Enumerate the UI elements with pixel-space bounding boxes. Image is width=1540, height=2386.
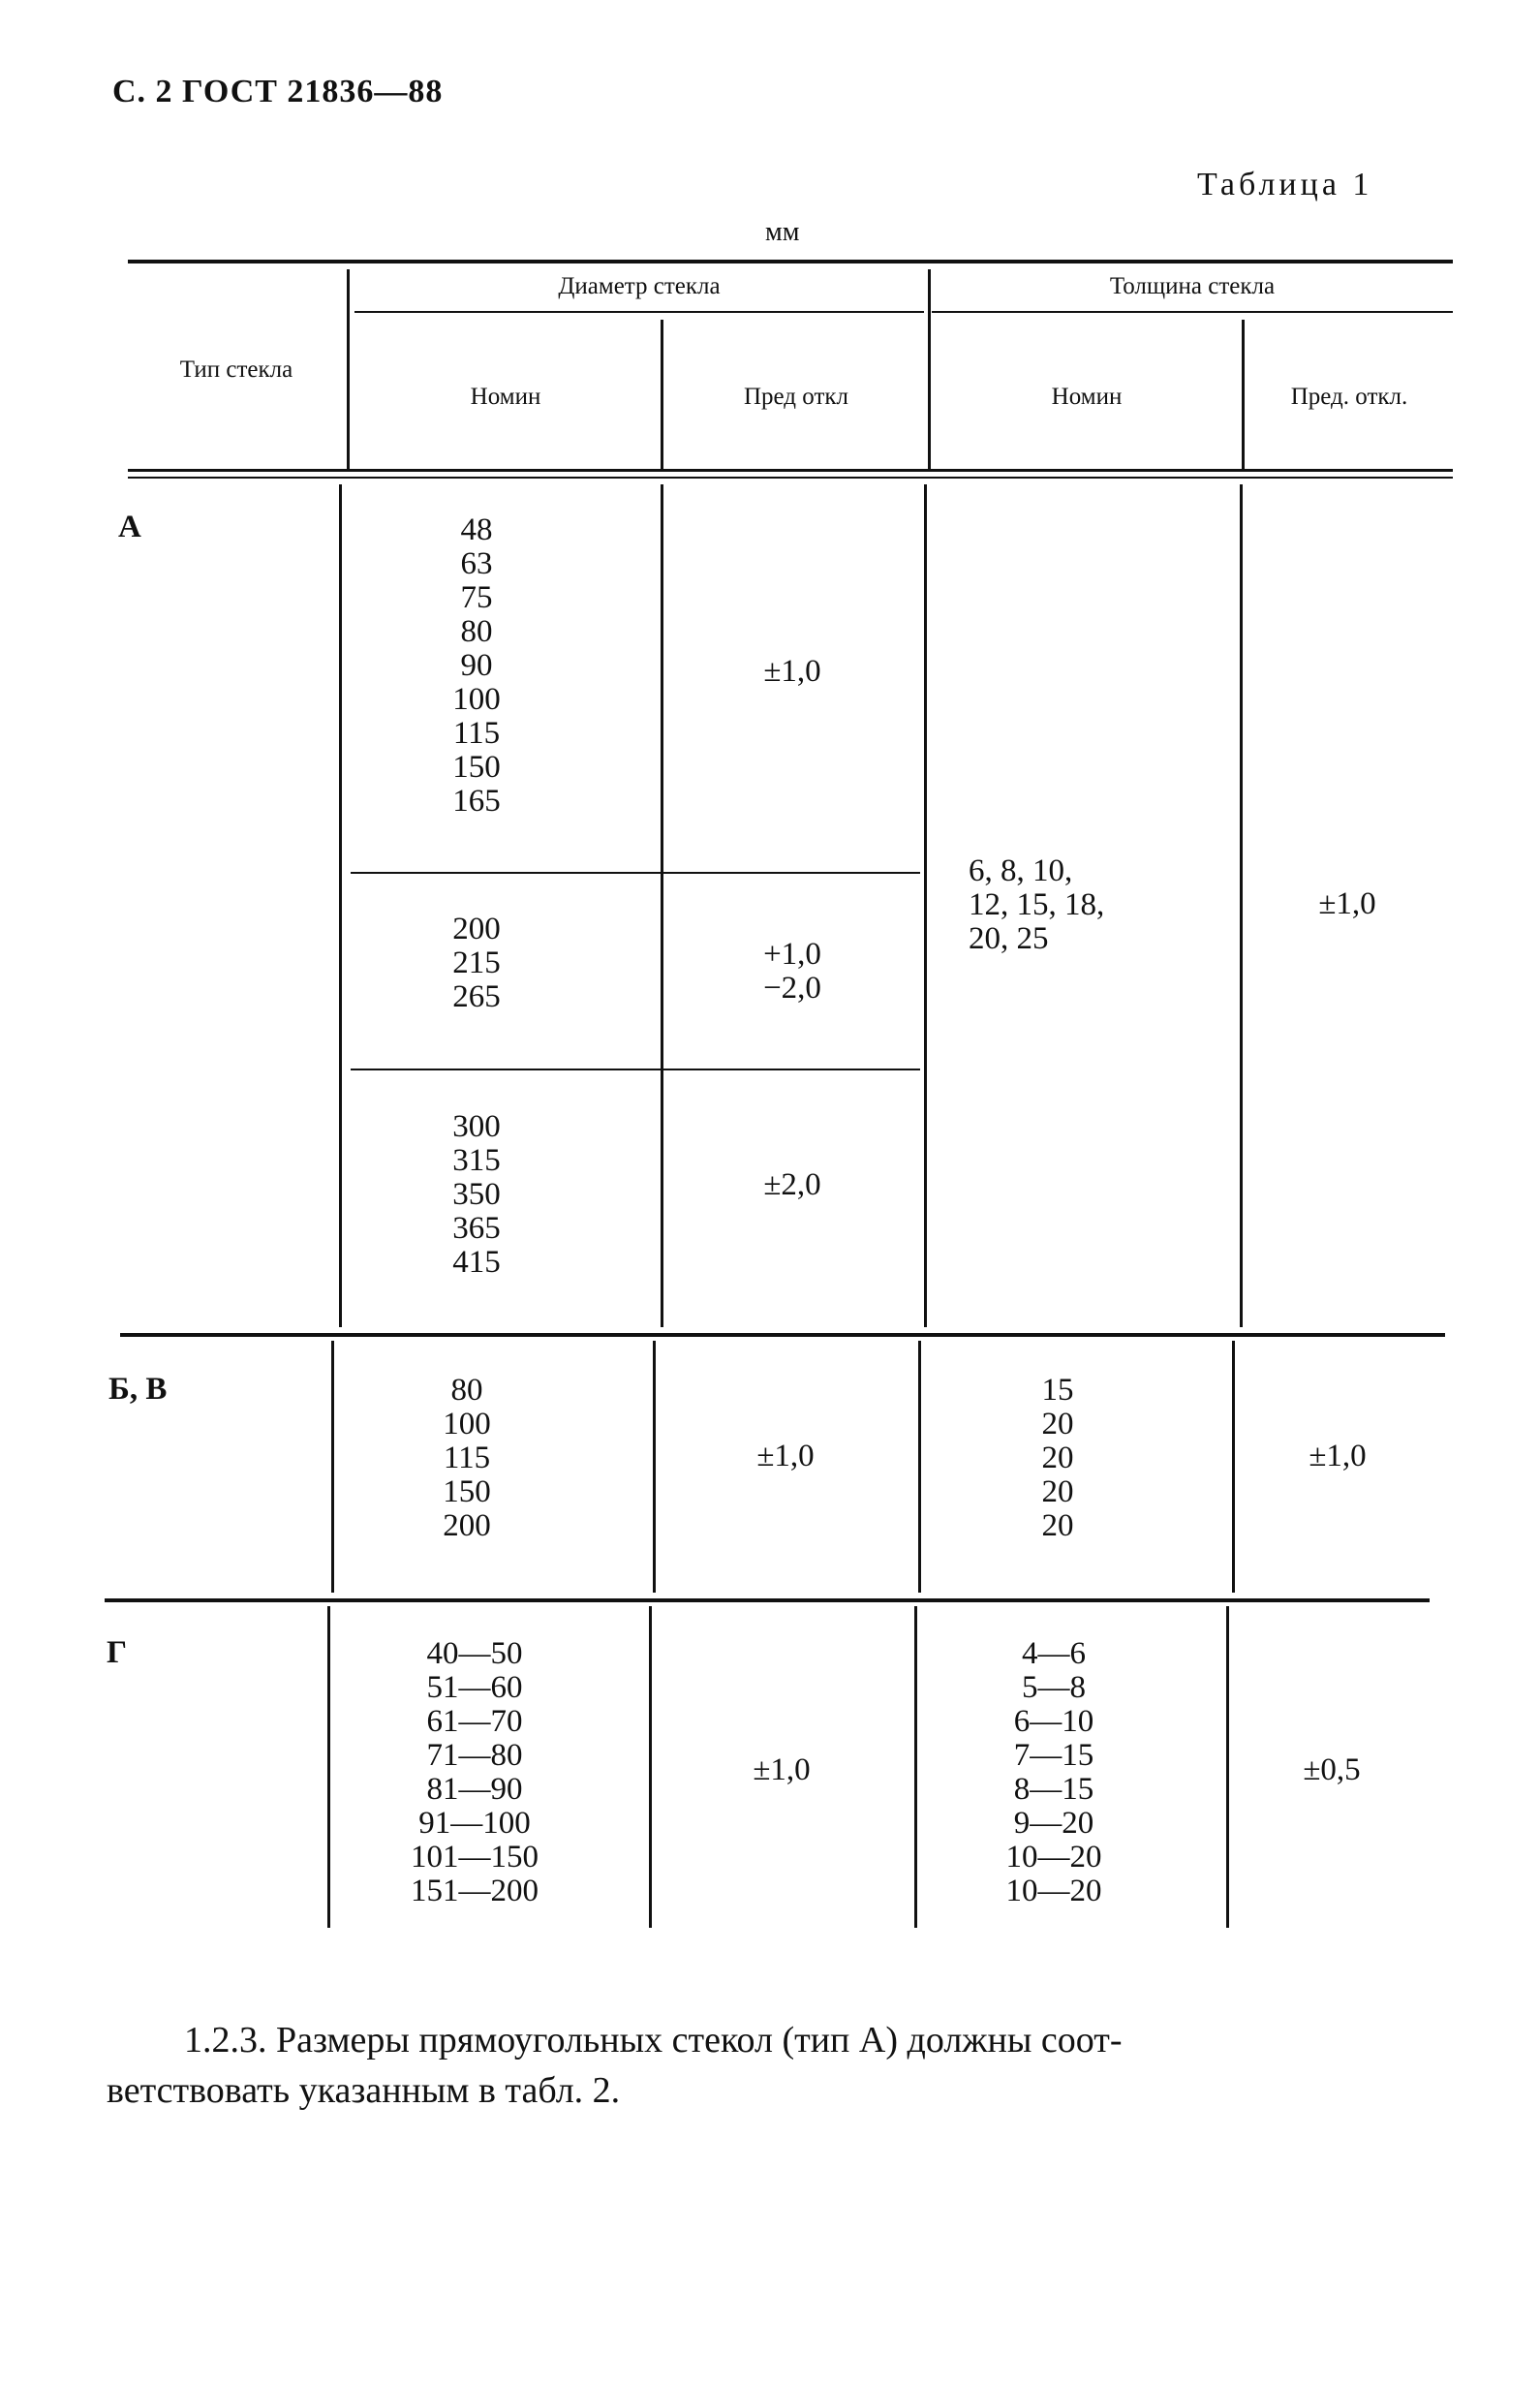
row-a-sub2-diameters [351, 913, 602, 1014]
diameter-value: 115 [452, 716, 501, 751]
thickness-value: 20 [1041, 1441, 1074, 1475]
table-caption: Таблица 1 [1197, 167, 1373, 202]
row-a-label: А [118, 510, 141, 544]
row-a-sub1-tolerance: ±1,0 [763, 654, 821, 689]
row-g-label: Г [107, 1635, 127, 1670]
header-vline-2 [661, 320, 663, 469]
diameter-value: 200 [443, 1508, 491, 1543]
row-a-sub3-tolerance: ±2,0 [763, 1167, 821, 1202]
row-bv-vline-4 [1232, 1341, 1235, 1593]
diameter-value: 63 [460, 546, 493, 581]
row-a-vline-3 [924, 484, 927, 1327]
header-type: Тип стекла [179, 356, 293, 383]
row-g-thickness-tolerance: ±0,5 [1303, 1752, 1361, 1787]
row-a-thickness [969, 854, 1182, 956]
diameter-value: 265 [452, 979, 501, 1014]
diameter-range: 61—70 [426, 1704, 523, 1739]
row-g-vline-3 [914, 1606, 917, 1928]
diameter-value: 90 [460, 648, 493, 683]
header-group-rule-diameter [354, 311, 924, 313]
diameter-value: 300 [452, 1109, 501, 1144]
diameter-range: 151—200 [411, 1874, 539, 1908]
diameter-range: 101—150 [411, 1840, 539, 1875]
header-thickness-nominal: Номин [1051, 384, 1123, 410]
row-bv-vline-2 [653, 1341, 656, 1593]
header-bottom-rule-2 [128, 477, 1453, 479]
thickness-range: 5—8 [1022, 1670, 1086, 1705]
row-a-vline-2 [661, 484, 663, 1327]
diameter-value: 365 [452, 1211, 501, 1246]
thickness-value: 15 [1041, 1373, 1074, 1408]
thickness-range: 9—20 [1013, 1806, 1094, 1841]
diameter-value: 80 [450, 1373, 483, 1408]
header-diameter-nominal: Номин [470, 384, 541, 410]
diameter-value: 350 [452, 1177, 501, 1212]
diameter-range: 81—90 [426, 1772, 523, 1807]
header-thickness-group: Толщина стекла [1109, 273, 1276, 299]
row-a-vline-4 [1240, 484, 1243, 1327]
row-g-diameters [339, 1637, 610, 1908]
diameter-value: 200 [452, 912, 501, 946]
row-a-sub3-diameters [351, 1110, 602, 1280]
diameter-value: 165 [452, 784, 501, 819]
row-a-sub-rule-1 [351, 872, 920, 874]
row-a-bottom-rule [120, 1333, 1445, 1337]
thickness-range: 8—15 [1013, 1772, 1094, 1807]
tolerance-lower: −2,0 [763, 971, 821, 1006]
diameter-range: 91—100 [418, 1806, 531, 1841]
paragraph-1-2-3 [107, 2015, 1433, 2116]
row-a-thickness-tolerance: ±1,0 [1318, 886, 1376, 921]
diameter-value: 215 [452, 945, 501, 980]
tolerance-upper: +1,0 [763, 937, 821, 972]
row-bv-diameter-tolerance: ±1,0 [756, 1439, 815, 1473]
thickness-value: 20 [1041, 1407, 1074, 1441]
diameter-value: 415 [452, 1245, 501, 1280]
row-a-sub-rule-2 [351, 1069, 920, 1070]
diameter-value: 150 [452, 750, 501, 785]
thickness-range: 10—20 [1005, 1840, 1102, 1875]
diameter-value: 150 [443, 1474, 491, 1509]
diameter-range: 51—60 [426, 1670, 523, 1705]
diameter-value: 100 [452, 682, 501, 717]
diameter-range: 71—80 [426, 1738, 523, 1773]
header-vline-1 [347, 269, 350, 469]
row-a-sub2-tolerance [664, 938, 920, 1006]
row-bv-thickness-tolerance: ±1,0 [1309, 1439, 1367, 1473]
thickness-range: 4—6 [1022, 1636, 1086, 1671]
thickness-range: 7—15 [1013, 1738, 1094, 1773]
thickness-line: 6, 8, 10, [969, 853, 1073, 888]
diameter-value: 315 [452, 1143, 501, 1178]
row-g-vline-4 [1226, 1606, 1229, 1928]
thickness-line: 12, 15, 18, [969, 887, 1105, 922]
thickness-value: 20 [1041, 1474, 1074, 1509]
header-diameter-group: Диаметр стекла [558, 273, 721, 299]
thickness-range: 6—10 [1013, 1704, 1094, 1739]
header-vline-3 [928, 269, 931, 469]
diameter-value: 75 [460, 580, 493, 615]
diameter-value: 48 [460, 512, 493, 547]
header-group-rule-thickness [932, 311, 1453, 313]
row-g-vline-1 [327, 1606, 330, 1928]
header-diameter-tolerance: Пред откл [743, 384, 848, 410]
paragraph-line-1: 1.2.3. Размеры прямоугольных стекол (тип А) должны соот- [184, 2020, 1123, 2061]
row-bv-vline-1 [331, 1341, 334, 1593]
header-bottom-rule [128, 469, 1453, 472]
row-g-thicknesses [918, 1637, 1189, 1908]
row-g-vline-2 [649, 1606, 652, 1928]
row-a-vline-1 [339, 484, 342, 1327]
row-bv-label: Б, В [108, 1372, 168, 1407]
page-header: С. 2 ГОСТ 21836—88 [112, 74, 444, 109]
row-bv-vline-3 [918, 1341, 921, 1593]
row-a-sub1-diameters [351, 513, 602, 819]
diameter-value: 100 [443, 1407, 491, 1441]
row-bv-bottom-rule [105, 1598, 1430, 1602]
diameter-range: 40—50 [426, 1636, 523, 1671]
header-thickness-tolerance: Пред. откл. [1290, 384, 1408, 410]
thickness-line: 20, 25 [969, 921, 1049, 956]
row-g-diameter-tolerance: ±1,0 [753, 1752, 811, 1787]
diameter-value: 115 [443, 1441, 491, 1475]
paragraph-line-2: ветствовать указанным в табл. 2. [107, 2070, 621, 2111]
units-label: мм [765, 217, 800, 247]
table-top-rule [128, 260, 1453, 263]
thickness-value: 20 [1041, 1508, 1074, 1543]
diameter-value: 80 [460, 614, 493, 649]
thickness-range: 10—20 [1005, 1874, 1102, 1908]
row-bv-diameters [341, 1374, 593, 1543]
row-bv-thicknesses [922, 1374, 1193, 1543]
header-vline-4 [1242, 320, 1245, 469]
